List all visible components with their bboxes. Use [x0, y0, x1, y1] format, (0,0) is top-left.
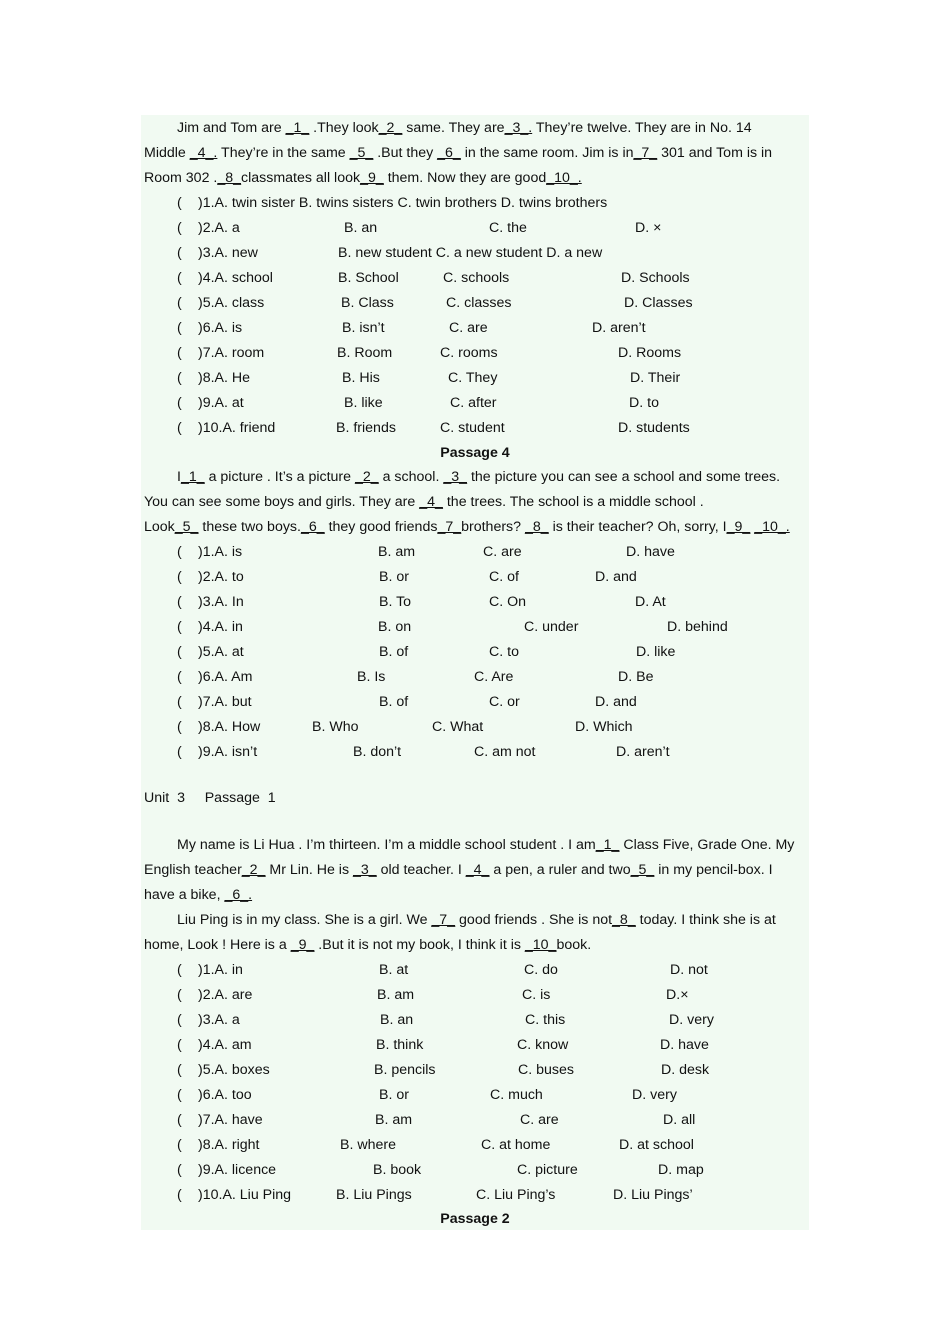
passage2-heading: Passage 2	[440, 1211, 510, 1227]
passage4-heading: Passage 4	[440, 445, 510, 461]
unit3-line-3: have a bike, _6_.	[144, 887, 253, 903]
unit3-line-2: English teacher_2_ Mr Lin. He is _3_ old teacher. I _4_ a pen, a ruler and two_5_ in my pencil-box. I	[144, 862, 773, 878]
unit3-line-1: My name is Li Hua . I’m thirteen. I’m a middle school student . I am_1_ Class Five, Grade One. My	[177, 837, 795, 853]
passage4-line-1: I_1_ a picture . It’s a picture _2_ a school. _3_ the picture you can see a school and some trees.	[177, 469, 781, 485]
passage3-line-3: Room 302 ._8_classmates all look_9_ them. Now they are good_10_.	[144, 170, 582, 186]
passage3-line-1: Jim and Tom are _1_ .They look_2_ same. They are_3_. They’re twelve. They are in No. 14	[177, 120, 752, 136]
unit3-line-5: home, Look ! Here is a _9_ .But it is not my book, I think it is _10_book.	[144, 937, 592, 953]
unit3-line-4: Liu Ping is in my class. She is a girl. We _7_ good friends . She is not_8_ today. I think she is at	[177, 912, 776, 928]
unit3-heading: Unit 3 Passage 1	[144, 790, 276, 806]
passage4-line-2: You can see some boys and girls. They are _4_ the trees. The school is a middle school .	[144, 494, 704, 510]
passage4-line-3: Look_5_ these two boys._6_ they good friends_7_brothers? _8_ is their teacher? Oh, sorry, I_9_ _10_.	[144, 519, 790, 535]
passage3-line-2: Middle _4_. They’re in the same _5_ .But they _6_ in the same room. Jim is in_7_ 301 and Tom is in	[144, 145, 773, 161]
